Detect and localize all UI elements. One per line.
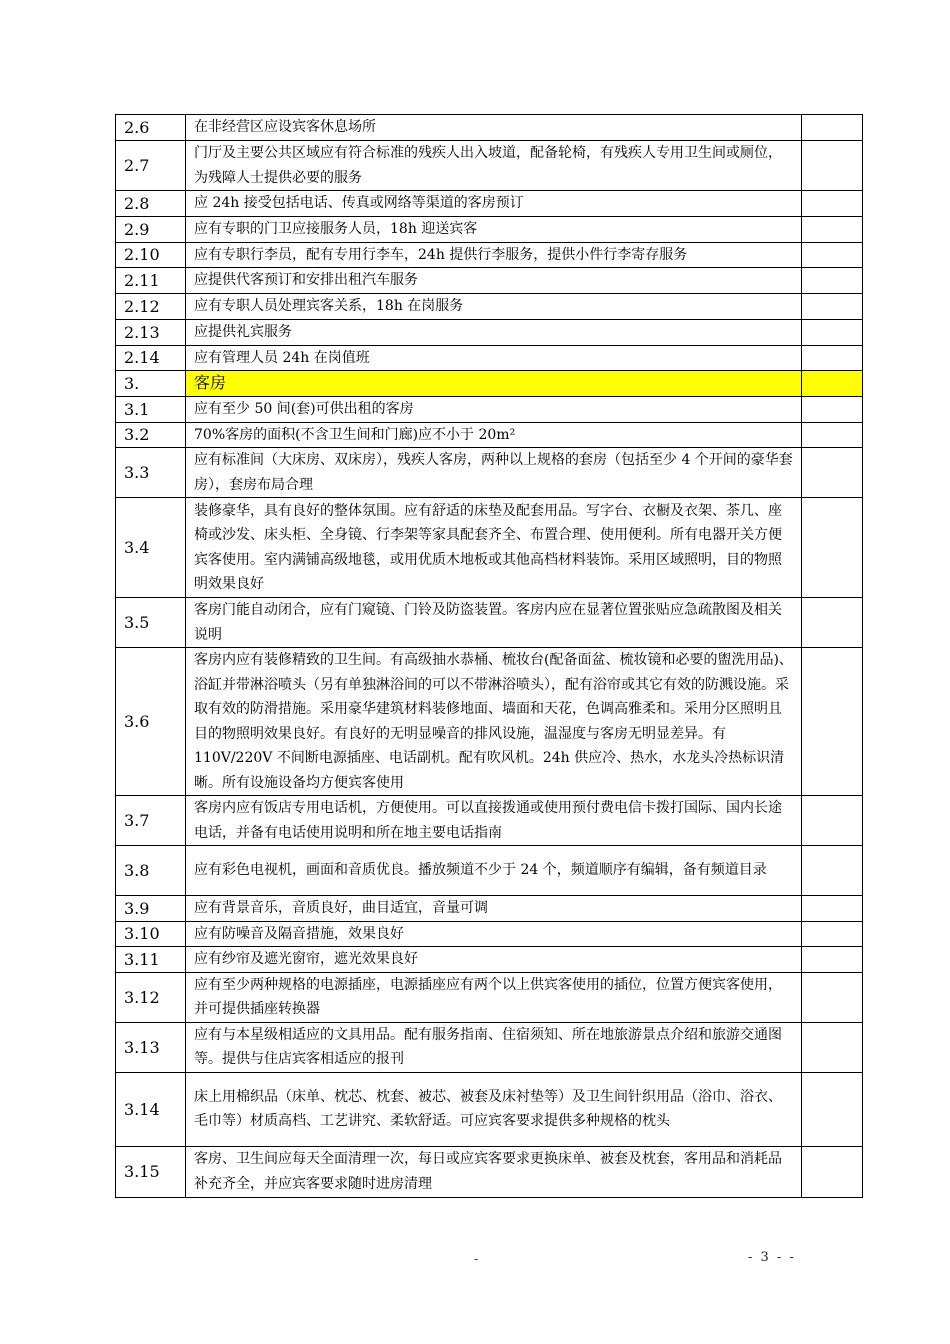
table-row (116, 1022, 863, 1072)
check-cell (802, 1146, 863, 1197)
item-text: 客房门能自动闭合，应有门窥镜、门铃及防盗装置。客房内应在显著位置张贴应急疏散图及相关说明 (186, 598, 802, 648)
item-text: 应 24h 接受包括电话、传真或网络等渠道的客房预订 (186, 191, 802, 217)
check-cell (802, 1072, 863, 1146)
check-cell (802, 498, 863, 598)
item-number: 2.6 (116, 115, 186, 141)
table-row (116, 422, 863, 448)
item-number: 3.4 (116, 498, 186, 598)
table-row (116, 947, 863, 973)
check-cell (802, 896, 863, 922)
check-cell (802, 294, 863, 320)
item-number: 3.15 (116, 1146, 186, 1197)
footer-dash: - (474, 1252, 479, 1266)
item-number: 3.7 (116, 796, 186, 846)
item-number: 3.1 (116, 397, 186, 423)
item-text: 70%客房的面积(不含卫生间和门廊)应不小于 20m² (186, 422, 802, 448)
item-text: 应有至少两种规格的电源插座，电源插座应有两个以上供宾客使用的插位，位置方便宾客使用，并可提供插座转换器 (186, 972, 802, 1022)
item-text: 应提供代客预订和安排出租汽车服务 (186, 268, 802, 294)
check-cell (802, 371, 863, 397)
item-number: 3.5 (116, 598, 186, 648)
section-title: 客房 (186, 371, 802, 397)
check-cell (802, 972, 863, 1022)
item-text: 装修豪华，具有良好的整体氛围。应有舒适的床垫及配套用品。写字台、衣橱及衣架、茶几、座椅或沙发、床头柜、全身镜、行李架等家具配套齐全、布置合理、使用便利。所有电器开关方便宾客使用。室内满铺高级地毯，或用优质木地板或其他高档材料装饰。采用区域照明，目的物照明效果良好 (186, 498, 802, 598)
check-cell (802, 345, 863, 371)
item-text: 应有至少 50 间(套)可供出租的客房 (186, 397, 802, 423)
item-number: 2.9 (116, 217, 186, 243)
check-cell (802, 141, 863, 191)
table-row (116, 141, 863, 191)
table-row (116, 320, 863, 346)
item-number: 2.8 (116, 191, 186, 217)
table-row (116, 921, 863, 947)
table-row (116, 846, 863, 896)
table-row (116, 1146, 863, 1197)
check-cell (802, 598, 863, 648)
check-cell (802, 921, 863, 947)
item-number: 3.6 (116, 648, 186, 796)
table-row (116, 115, 863, 141)
table-row (116, 345, 863, 371)
item-text: 应提供礼宾服务 (186, 320, 802, 346)
check-cell (802, 115, 863, 141)
item-text: 应有彩色电视机，画面和音质优良。播放频道不少于 24 个，频道顺序有编辑，备有频道目录 (186, 846, 802, 896)
table-row (116, 498, 863, 598)
item-text: 应有防噪音及隔音措施，效果良好 (186, 921, 802, 947)
item-text: 应有专职行李员，配有专用行李车，24h 提供行李服务，提供小件行李寄存服务 (186, 242, 802, 268)
item-text: 在非经营区应设宾客休息场所 (186, 115, 802, 141)
table-row (116, 242, 863, 268)
item-number: 3.8 (116, 846, 186, 896)
table-row (116, 972, 863, 1022)
check-cell (802, 397, 863, 423)
check-cell (802, 422, 863, 448)
section-row (116, 371, 863, 397)
item-number: 2.13 (116, 320, 186, 346)
item-text: 客房内应有饭店专用电话机，方便使用。可以直接拨通或使用预付费电信卡拨打国际、国内长途电话，并备有电话使用说明和所在地主要电话指南 (186, 796, 802, 846)
item-number: 3.14 (116, 1072, 186, 1146)
item-number: 3.10 (116, 921, 186, 947)
item-text: 应有专职人员处理宾客关系，18h 在岗服务 (186, 294, 802, 320)
item-number: 3.11 (116, 947, 186, 973)
check-cell (802, 242, 863, 268)
standards-table (115, 114, 863, 1198)
check-cell (802, 268, 863, 294)
check-cell (802, 320, 863, 346)
standards-table-body (116, 115, 863, 1198)
item-number: 3.13 (116, 1022, 186, 1072)
check-cell (802, 217, 863, 243)
item-text: 应有管理人员 24h 在岗值班 (186, 345, 802, 371)
table-row (116, 796, 863, 846)
item-text: 应有背景音乐，音质良好，曲目适宜，音量可调 (186, 896, 802, 922)
table-row (116, 268, 863, 294)
item-number: 2.14 (116, 345, 186, 371)
check-cell (802, 648, 863, 796)
item-number: 2.12 (116, 294, 186, 320)
table-row (116, 397, 863, 423)
check-cell (802, 796, 863, 846)
item-number: 3.2 (116, 422, 186, 448)
item-text: 床上用棉织品（床单、枕芯、枕套、被芯、被套及床衬垫等）及卫生间针织用品（浴巾、浴衣、毛巾等）材质高档、工艺讲究、柔软舒适。可应宾客要求提供多种规格的枕头 (186, 1072, 802, 1146)
item-number: 3.9 (116, 896, 186, 922)
item-number: 3.12 (116, 972, 186, 1022)
item-number: 2.11 (116, 268, 186, 294)
table-row (116, 217, 863, 243)
table-row (116, 648, 863, 796)
check-cell (802, 947, 863, 973)
item-text: 门厅及主要公共区域应有符合标准的残疾人出入坡道，配备轮椅，有残疾人专用卫生间或厕位，为残障人士提供必要的服务 (186, 141, 802, 191)
item-number: 3.3 (116, 448, 186, 498)
table-row (116, 598, 863, 648)
page-number: - 3 - - (748, 1250, 796, 1265)
item-text: 应有与本星级相适应的文具用品。配有服务指南、住宿须知、所在地旅游景点介绍和旅游交通图等。提供与住店宾客相适应的报刊 (186, 1022, 802, 1072)
check-cell (802, 448, 863, 498)
item-number: 2.7 (116, 141, 186, 191)
item-text: 应有纱帘及遮光窗帘，遮光效果良好 (186, 947, 802, 973)
item-text: 客房内应有装修精致的卫生间。有高级抽水恭桶、梳妆台(配备面盆、梳妆镜和必要的盥洗用品)、浴缸并带淋浴喷头（另有单独淋浴间的可以不带淋浴喷头），配有浴帘或其它有效的防溅设施。采取有效的防滑措施。采用豪华建筑材料装修地面、墙面和天花，色调高雅柔和。采用分区照明且目的物照明效果良好。有良好的无明显噪音的排风设施，温湿度与客房无明显差异。有 110V/220V 不间断电源插座、电话副机。配有吹风机。24h 供应冷、热水，水龙头冷热标识清晰。所有设施设备均方便宾客使用 (186, 648, 802, 796)
check-cell (802, 1022, 863, 1072)
table-row (116, 448, 863, 498)
check-cell (802, 846, 863, 896)
table-row (116, 294, 863, 320)
table-row (116, 1072, 863, 1146)
item-number: 2.10 (116, 242, 186, 268)
table-row (116, 191, 863, 217)
check-cell (802, 191, 863, 217)
item-text: 应有标准间（大床房、双床房），残疾人客房，两种以上规格的套房（包括至少 4 个开间的豪华套房），套房布局合理 (186, 448, 802, 498)
item-text: 客房、卫生间应每天全面清理一次，每日或应宾客要求更换床单、被套及枕套，客用品和消耗品补充齐全，并应宾客要求随时进房清理 (186, 1146, 802, 1197)
item-number: 3. (116, 371, 186, 397)
item-text: 应有专职的门卫应接服务人员，18h 迎送宾客 (186, 217, 802, 243)
table-row (116, 896, 863, 922)
